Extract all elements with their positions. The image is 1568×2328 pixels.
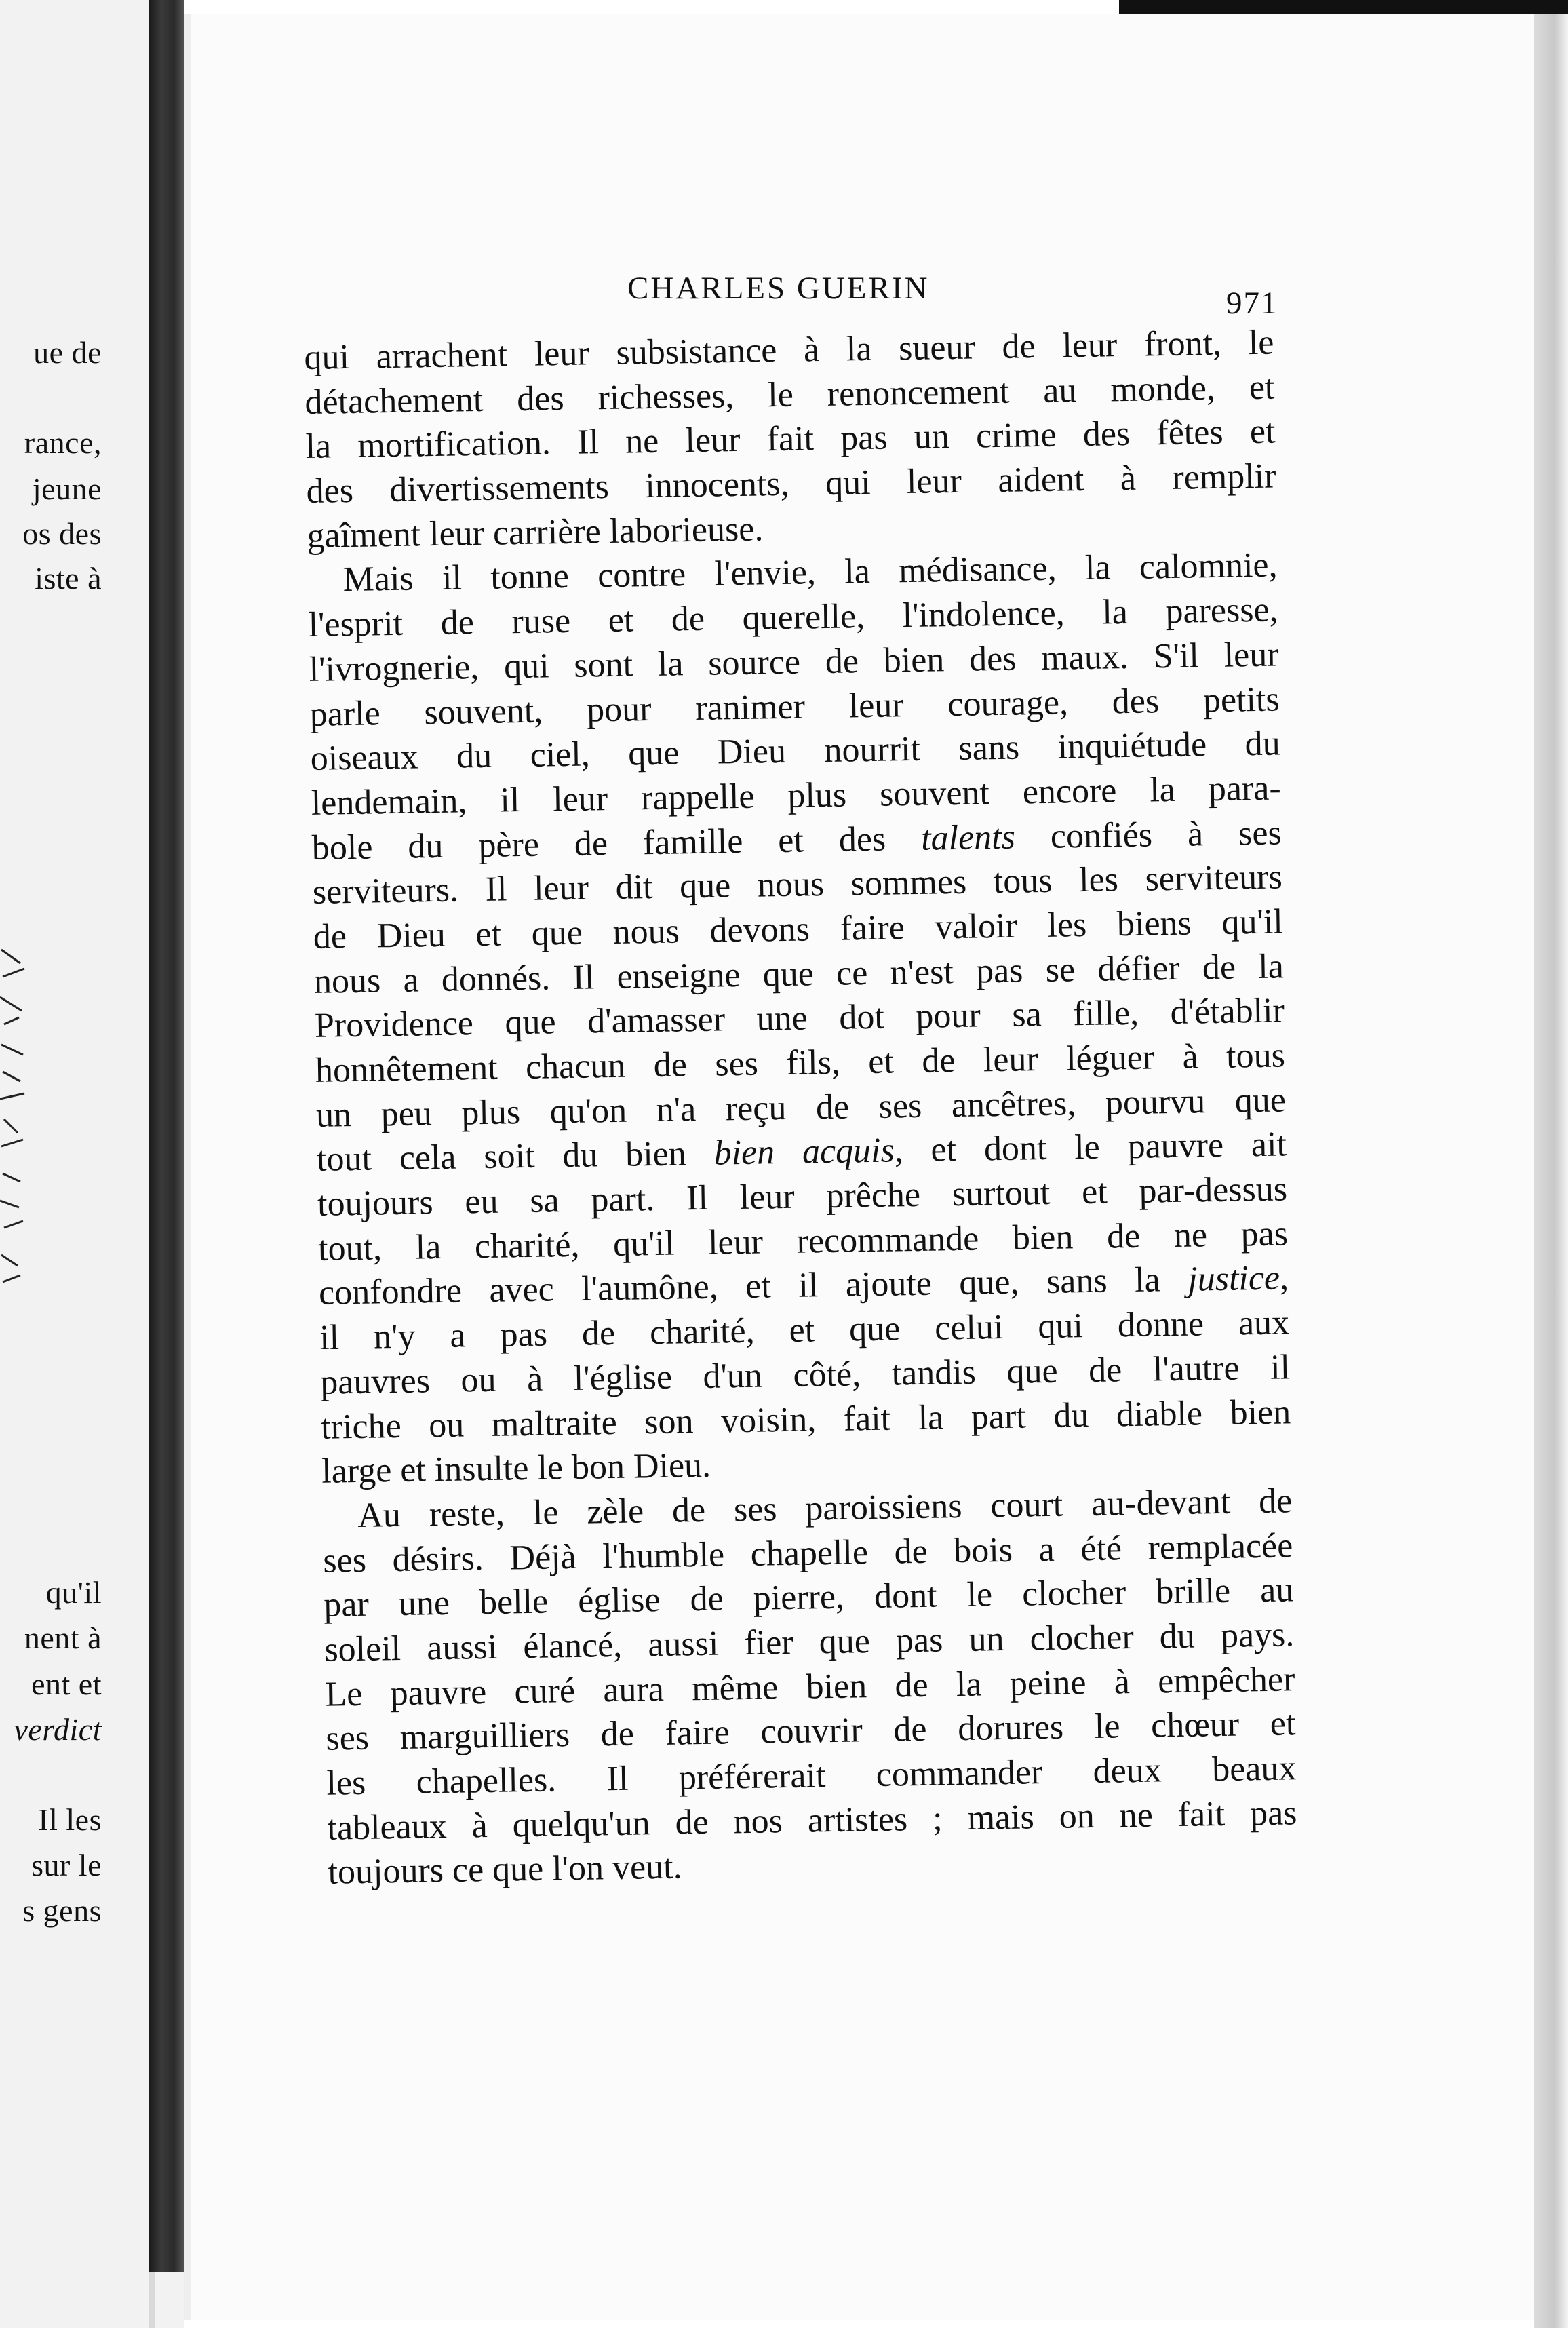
text-line: tableaux à quelqu'un de nos artistes ; mais on ne fait pas xyxy=(327,1793,1297,1848)
book-gutter-shadow xyxy=(149,0,184,2272)
illustration-fragment xyxy=(0,936,27,1302)
text-line: ses désirs. Déjà l'humble chapelle de bois a été remplacée xyxy=(322,1526,1293,1580)
text-line: tout cela soit du bien bien acquis, et dont le pauvre ait xyxy=(316,1125,1287,1180)
left-fragment: rance, xyxy=(24,425,102,460)
text-line: honnêtement chacun de ses fils, et de leur léguer à tous xyxy=(315,1036,1286,1090)
text-line: bole du père de famille et des talents confiés à ses xyxy=(311,813,1282,868)
text-line: confondre avec l'aumône, et il ajoute que, sans la justice, xyxy=(318,1258,1289,1313)
text-line: Au reste, le zèle de ses paroissiens court au-devant de xyxy=(357,1481,1293,1535)
text-line: triche ou maltraite son voisin, fait la part du diable bien xyxy=(320,1392,1291,1447)
text-line: lendemain, il leur rappelle plus souvent encore la para- xyxy=(311,769,1282,823)
italic-term: justice xyxy=(1187,1259,1280,1300)
text-line: les chapelles. Il préférerait commander deux beaux xyxy=(326,1749,1297,1803)
left-fragment: nent à xyxy=(24,1621,102,1655)
left-fragment: os des xyxy=(22,516,102,551)
text-line: l'ivrognerie, qui sont la source de bien des maux. S'il leur xyxy=(309,635,1280,689)
left-fragment: s gens xyxy=(22,1893,102,1928)
text-line: serviteurs. Il leur dit que nous sommes tous les serviteurs xyxy=(312,857,1283,912)
text-line: il n'y a pas de charité, et que celui qui donne aux xyxy=(319,1303,1290,1357)
text-line: Providence que d'amasser une dot pour sa fille, d'établir xyxy=(314,991,1285,1046)
text-line: la mortification. Il ne leur fait pas un crime des fêtes et xyxy=(305,412,1276,467)
text-line: un peu plus qu'on n'a reçu de ses ancêtres, pourvu que xyxy=(315,1081,1287,1135)
left-fragment: qu'il xyxy=(45,1575,102,1610)
text-line: parle souvent, pour ranimer leur courage, des petits xyxy=(309,679,1280,734)
running-head: CHARLES GUERIN xyxy=(627,271,930,306)
text-line: de Dieu et que nous devons faire valoir les biens qu'il xyxy=(313,902,1284,956)
right-page-edge xyxy=(1534,14,1568,2328)
gutter-lower-edge xyxy=(155,2272,184,2328)
left-page-edge xyxy=(0,0,155,2328)
body-text xyxy=(304,321,1298,1895)
left-fragment: iste à xyxy=(35,561,102,596)
text-line: qui arrachent leur subsistance à la sueur de leur front, le xyxy=(304,323,1274,377)
left-fragment: ent et xyxy=(31,1667,102,1701)
text-line: Mais il tonne contre l'envie, la médisance, la calomnie, xyxy=(342,545,1278,600)
left-fragment: ue de xyxy=(33,335,102,370)
text-line: tout, la charité, qu'il leur recommande bien de ne pas xyxy=(317,1214,1289,1268)
text-line: large et insulte le bon Dieu. xyxy=(321,1446,711,1491)
italic-term: talents xyxy=(920,817,1016,858)
left-fragment: verdict xyxy=(14,1712,102,1747)
text-line: toujours eu sa part. Il leur prêche surtout et par-dessus xyxy=(317,1169,1288,1224)
text-line: gaîment leur carrière laborieuse. xyxy=(307,509,764,556)
text-line: soleil aussi élancé, aussi fier que pas un clocher du pays. xyxy=(324,1615,1295,1669)
text-line: pauvres ou à l'église d'un côté, tandis que de l'autre il xyxy=(319,1348,1291,1402)
text-line: oiseaux du ciel, que Dieu nourrit sans inquiétude du xyxy=(310,724,1281,779)
text-line: ses marguilliers de faire couvrir de dorures le chœur et xyxy=(326,1704,1296,1759)
text-line: détachement des richesses, le renoncement au monde, et xyxy=(305,368,1275,422)
text-line: des divertissements innocents, qui leur aident à remplir xyxy=(306,457,1276,511)
left-fragment: sur le xyxy=(31,1848,102,1882)
left-fragment: Il les xyxy=(38,1802,102,1837)
text-line: nous a donnés. Il enseigne que ce n'est pas se défier de la xyxy=(313,947,1285,1001)
page-number: 971 xyxy=(1226,286,1278,321)
italic-term: bien acquis xyxy=(713,1131,895,1173)
text-line: par une belle église de pierre, dont le clocher brille au xyxy=(323,1570,1294,1625)
text-line: l'esprit de ruse et de querelle, l'indolence, la paresse, xyxy=(308,590,1278,645)
left-fragment: jeune xyxy=(32,471,102,506)
text-line: toujours ce que l'on veut. xyxy=(328,1847,683,1893)
text-line: Le pauvre curé aura même bien de la peine à empêcher xyxy=(325,1659,1295,1714)
